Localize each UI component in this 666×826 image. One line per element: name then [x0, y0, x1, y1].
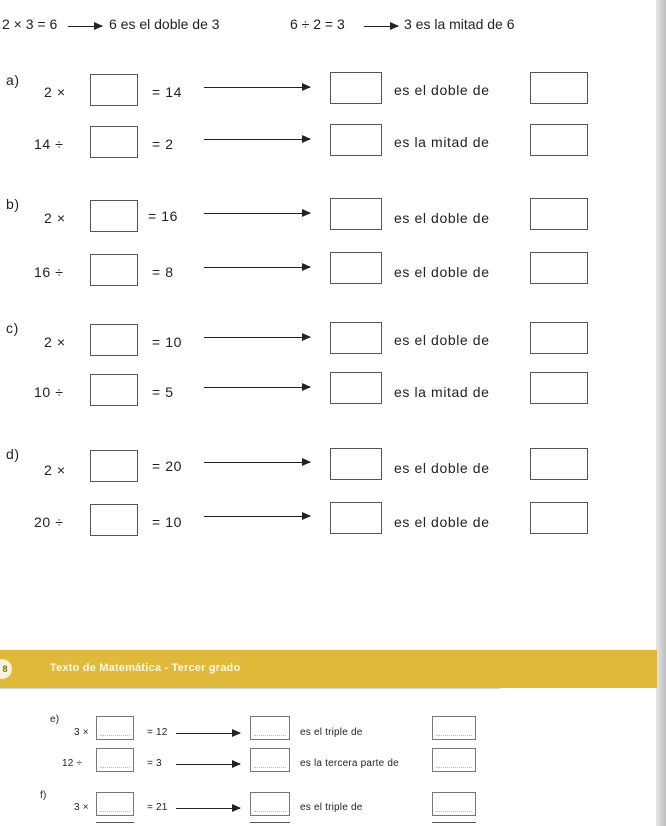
answer-box[interactable]: [330, 72, 382, 104]
section-label: f): [40, 790, 47, 801]
footer-divider: [0, 688, 500, 689]
answer-box[interactable]: [250, 748, 290, 772]
answer-box[interactable]: [90, 374, 138, 406]
arrow-icon: [364, 26, 398, 27]
answer-box[interactable]: [432, 716, 476, 740]
example-line: [0, 14, 666, 34]
answer-box[interactable]: [330, 372, 382, 404]
answer-box[interactable]: [96, 748, 134, 772]
row-expression: 10 ÷: [34, 384, 64, 400]
answer-box[interactable]: [330, 448, 382, 480]
next-row-line: [96, 822, 134, 823]
row-relation: es el doble de: [394, 332, 490, 348]
row-expression: 2 ×: [44, 462, 66, 478]
section-label: c): [6, 320, 19, 336]
answer-box[interactable]: [530, 502, 588, 534]
example-left-equation: 2 × 3 = 6: [2, 16, 58, 32]
arrow-icon: [204, 87, 310, 88]
row-relation: es el triple de: [300, 802, 363, 813]
row-relation: es el doble de: [394, 264, 490, 280]
page-edge: [656, 0, 666, 826]
footer-bar: [0, 650, 657, 688]
arrow-icon: [204, 337, 310, 338]
row-result: = 5: [152, 384, 174, 400]
answer-box[interactable]: [330, 198, 382, 230]
arrow-icon: [204, 267, 310, 268]
answer-box[interactable]: [432, 748, 476, 772]
arrow-icon: [204, 139, 310, 140]
next-row-line: [432, 822, 476, 823]
answer-box[interactable]: [90, 254, 138, 286]
answer-box[interactable]: [90, 324, 138, 356]
answer-box[interactable]: [90, 504, 138, 536]
arrow-icon: [176, 764, 240, 765]
row-relation: es la mitad de: [394, 134, 490, 150]
answer-box[interactable]: [530, 252, 588, 284]
row-result: = 10: [152, 334, 183, 350]
section-label: e): [50, 714, 60, 725]
row-result: = 20: [152, 458, 183, 474]
example-left-statement: 6 es el doble de 3: [109, 16, 220, 32]
answer-box[interactable]: [96, 716, 134, 740]
arrow-icon: [176, 733, 240, 734]
row-result: = 8: [152, 264, 174, 280]
row-expression: 16 ÷: [34, 264, 64, 280]
row-relation: es la mitad de: [394, 384, 490, 400]
row-result: = 2: [152, 136, 174, 152]
arrow-icon: [68, 26, 102, 27]
row-relation: es el doble de: [394, 210, 490, 226]
row-expression: 3 ×: [74, 727, 89, 738]
answer-box[interactable]: [432, 792, 476, 816]
answer-box[interactable]: [90, 74, 138, 106]
answer-box[interactable]: [330, 502, 382, 534]
answer-box[interactable]: [530, 372, 588, 404]
row-expression: 20 ÷: [34, 514, 64, 530]
arrow-icon: [204, 516, 310, 517]
section-label: a): [6, 72, 20, 88]
row-relation: es el doble de: [394, 82, 490, 98]
example-right-equation: 6 ÷ 2 = 3: [290, 16, 345, 32]
page-number: 8: [2, 664, 8, 674]
arrow-icon: [204, 387, 310, 388]
answer-box[interactable]: [530, 124, 588, 156]
answer-box[interactable]: [330, 252, 382, 284]
row-expression: 14 ÷: [34, 136, 64, 152]
example-right-statement: 3 es la mitad de 6: [404, 16, 515, 32]
row-expression: 3 ×: [74, 802, 89, 813]
answer-box[interactable]: [530, 322, 588, 354]
answer-box[interactable]: [250, 716, 290, 740]
answer-box[interactable]: [530, 198, 588, 230]
arrow-icon: [204, 462, 310, 463]
row-relation: es el doble de: [394, 460, 490, 476]
arrow-icon: [204, 213, 310, 214]
row-relation: es el doble de: [394, 514, 490, 530]
row-relation: es el triple de: [300, 727, 363, 738]
row-result: = 3: [147, 758, 162, 769]
page-number-badge: [0, 659, 12, 679]
row-expression: 2 ×: [44, 334, 66, 350]
answer-box[interactable]: [96, 792, 134, 816]
row-result: = 14: [152, 84, 183, 100]
answer-box[interactable]: [90, 450, 138, 482]
row-expression: 2 ×: [44, 84, 66, 100]
answer-box[interactable]: [330, 322, 382, 354]
answer-box[interactable]: [90, 200, 138, 232]
row-result: = 21: [147, 802, 168, 813]
footer-title: Texto de Matemática - Tercer grado: [50, 662, 241, 674]
answer-box[interactable]: [330, 124, 382, 156]
section-label: b): [6, 196, 20, 212]
next-row-line: [250, 822, 290, 823]
row-result: = 12: [147, 727, 168, 738]
row-expression: 2 ×: [44, 210, 66, 226]
answer-box[interactable]: [530, 72, 588, 104]
answer-box[interactable]: [90, 126, 138, 158]
row-result: = 16: [148, 208, 179, 224]
answer-box[interactable]: [250, 792, 290, 816]
section-label: d): [6, 446, 20, 462]
row-expression: 12 ÷: [62, 758, 83, 769]
answer-box[interactable]: [530, 448, 588, 480]
arrow-icon: [176, 808, 240, 809]
row-result: = 10: [152, 514, 183, 530]
row-relation: es la tercera parte de: [300, 758, 399, 769]
